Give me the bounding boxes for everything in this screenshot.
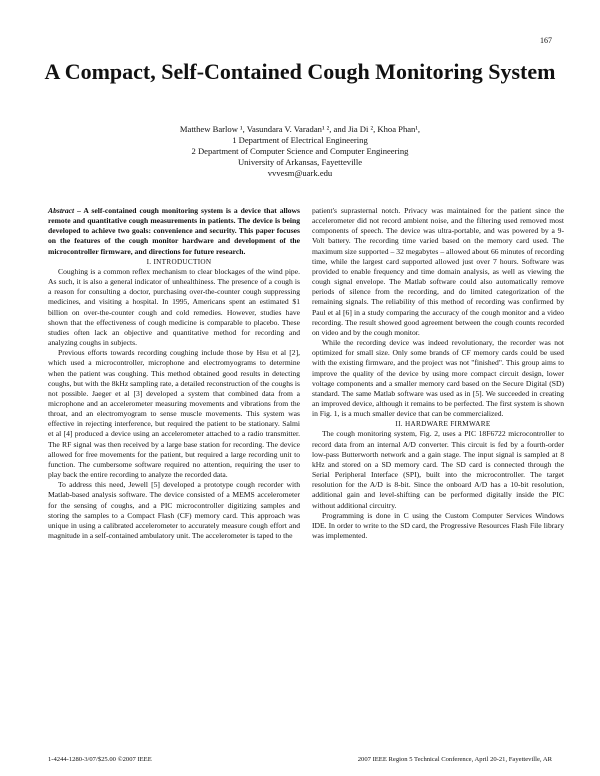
footer-copyright: 1-4244-1280-3/07/$25.00 ©2007 IEEE	[48, 756, 152, 763]
paragraph: While the recording device was indeed revolutionary, the recorder was not optimized for small size. Only some brands of CF memory cards could be used with the existing firmware, and the project was not "finished". This group aims to improve the quality of the device by using more compact circuit design, lower voltage components and a smaller memory card based on the Secure Digital (SD) standard. The same Matlab software was used as in [5]. We succeeded in creating an improved device, although it remains to be perfected. The first system is shown in Fig. 1, is a much smaller device that can be commercialized.	[312, 338, 564, 419]
author-email: vvvesm@uark.edu	[267, 168, 333, 178]
affiliation-3: University of Arkansas, Fayetteville	[237, 157, 363, 167]
affiliation-1: 1 Department of Electrical Engineering	[232, 135, 368, 145]
abstract-text: A self-contained cough monitoring system is a device that allows remote and quantitative cough measurements in patients. The device is being developed to achieve two goals: convenience and security. This paper focuses on the features of the cough monitor hardware and development of the microcontroller firmware, and directions for future research.	[48, 206, 300, 256]
author-block	[40, 124, 560, 179]
affiliation-2: 2 Department of Computer Science and Computer Engineering	[191, 146, 409, 156]
left-column	[48, 206, 300, 541]
paragraph: patient's suprasternal notch. Privacy was maintained for the patient since the accelerometer did not record ambient noise, and the filtering used removed most components of speech. The device was ultra-portable, and was powered by a 9-Volt battery. The recording time varied based on the memory card used. The maximum size supported – 32 megabytes – allowed about 66 minutes of recording time, while the largest card supported allowed just over 7 hours. Software was provided to enable frequency and time domain analysis, as well as viewing the cough signal envelope. The Matlab software could also automatically remove periods of silence from the recording, and do limited categorization of the remaining signals. The reliability of this method of recording was confirmed by Paul et al [6] in a study comparing the accuracy of the cough monitor and a video recording. The result showed good agreement between the cough counts recorded on video and by the cough monitor.	[312, 206, 564, 337]
section-heading-introduction: I. INTRODUCTION	[146, 257, 212, 266]
paper-title: A Compact, Self-Contained Cough Monitoring System	[44, 59, 556, 84]
section-heading-hardware: II. HARDWARE FIRMWARE	[395, 420, 491, 429]
paragraph: Programming is done in C using the Custom Computer Services Windows IDE. In order to write to the SD card, the Progressive Resources Flash File library was implemented.	[312, 510, 564, 540]
paragraph: To address this need, Jewell [5] developed a prototype cough recorder with Matlab-based analysis software. The device consisted of a MEMS accelerometer for the sensing of coughs, and a PIC microcontroller digitizing samples and storing the samples to a Compact Flash (CF) memory card. This approach was unique in using a calibrated accelerometer to accurately measure cough effort and magnitude in a self-contained ambulatory unit. The accelerometer is taped to the	[48, 480, 300, 540]
page-number: 167	[540, 36, 552, 45]
abstract-lead: Abstract –	[48, 206, 81, 215]
paragraph: The cough monitoring system, Fig. 2, uses a PIC 18F6722 microcontroller to record data from an internal A/D converter. This circuit is fed by a fourth-order low-pass Butterworth network and a gain stage. The input signal is sampled at 8 kHz and stored on a SD memory card. The SD card is connected through the Serial Peripheral Interface (SPI), built into the microcontroller. The target resolution for the A/D is 8-bit. Since the onboard A/D has a 10-bit resolution, additional gain and level-shifting can be performed digitally inside the PIC without additional circuitry.	[312, 429, 564, 510]
paragraph: Previous efforts towards recording coughing include those by Hsu et al [2], which used a microcontroller, microphone and electromyograms to determine when the patient was coughing. This method obtained good results in detecting coughs, but with the 8kHz sampling rate, a detailed reconstruction of the coughs is not possible. Jaeger et al [3] developed a system that combined data from a microphone and an accelerometer measuring movements and vibrations from the throat, and an electromyogram to sense muscle movements. This system was effective in rejecting interference, but required the patient to be stationary. Salmi et al [4] produced a device using an accelerometer attached to a radio transmitter. The RF signal was then received by a large base station for recording. The device allowed for free movements for the patient, but required a large recording unit to function. The cumbersome software required no attention, requiring the user to play back the entire recording to analyze the recorded data.	[48, 348, 300, 480]
abstract	[48, 206, 300, 257]
author-names: Matthew Barlow ¹, Vasundara V. Varadan¹ ², and Jia Di ², Khoa Phan¹,	[179, 124, 421, 134]
paragraph: Coughing is a common reflex mechanism to clear blockages of the wind pipe. As such, it is also a general indicator of unhealthiness. The presence of a cough is a reason for consulting a doctor, purchasing over-the-counter cough suppressing medicines, and visiting a hospital. In 1995, Americans spent an estimated $1 billion on over-the-counter cough and cold remedies. However, studies have shown that the effectiveness of cough medicine is comparable to placebo. These studies often lack an objective and quantitative method for recording and analyzing coughs in subjects.	[48, 266, 300, 348]
right-column	[312, 206, 564, 541]
footer-conference: 2007 IEEE Region 5 Technical Conference, April 20-21, Fayetteville, AR	[357, 756, 552, 763]
